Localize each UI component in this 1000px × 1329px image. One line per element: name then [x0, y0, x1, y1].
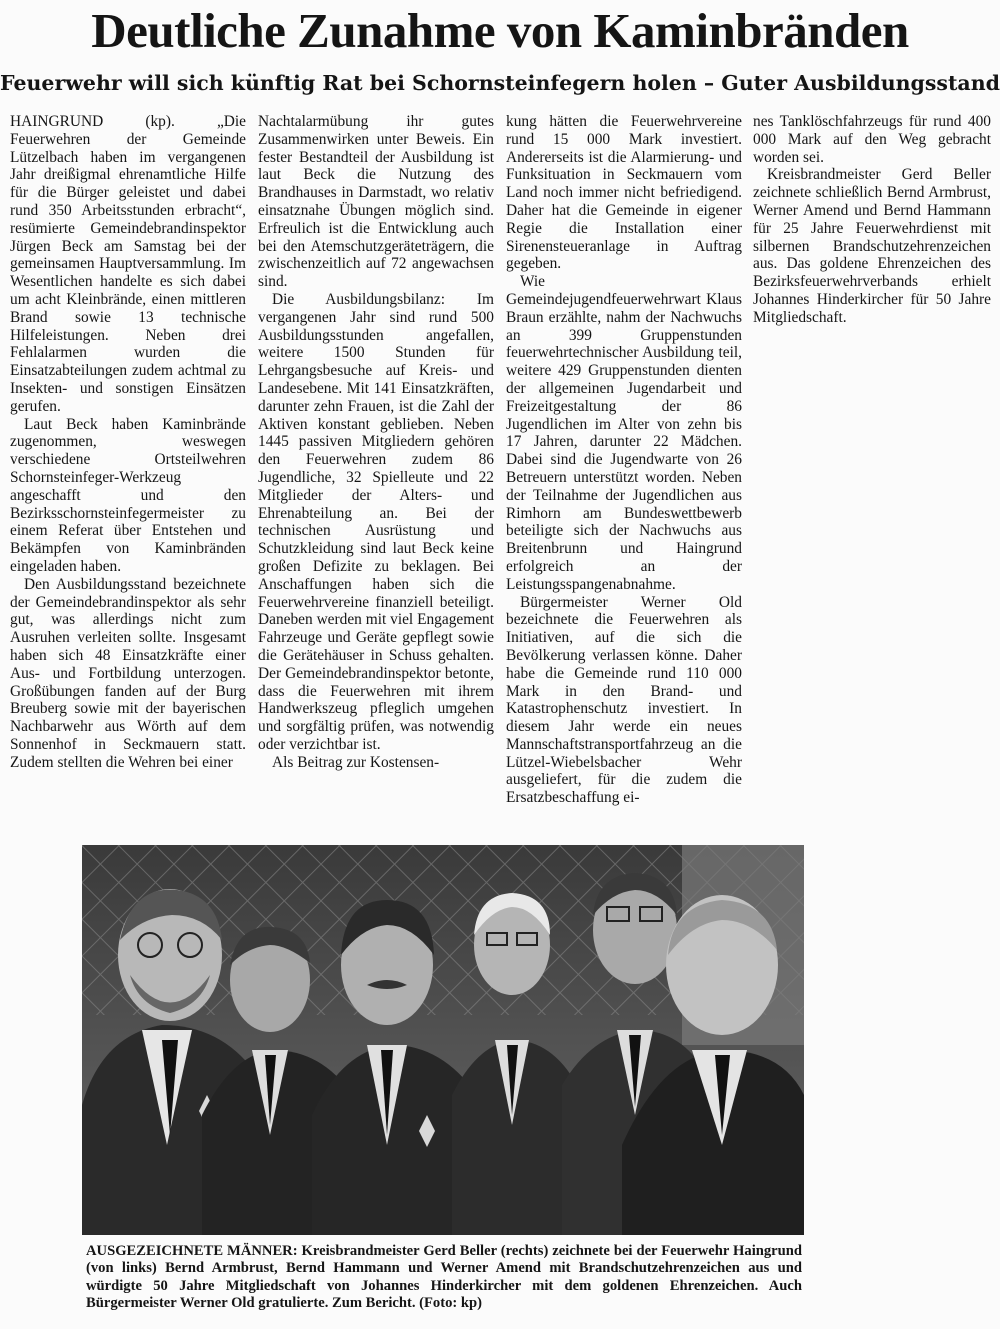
- paragraph: Den Ausbildungsstand bezeichnete der Gemeindebrandinspektor als sehr gut, was allerdings nicht zum Ausruhen verleiten sollte. Insgesamt haben sich 48 Einsatzkräfte einer Aus- und Fortbildung unterzogen. Großübungen fanden auf der Burg Breuberg sowie mit der bayerischen Nachbarwehr aus Wörth auf dem Sonnenhof in Seckmauern statt. Zudem stellten die Wehren bei einer: [10, 575, 246, 771]
- paragraph: Die Ausbildungsbilanz: Im vergangenen Jahr sind rund 500 Ausbildungsstunden angefallen, weitere 1500 Stunden für Lehrgangsbesuche auf Kreis- und Landesebene. Mit 141 Einsatzkräften, darunter zehn Frauen, ist die Zahl der Aktiven konstant geblieben. Neben 1445 passiven Mitgliedern gehören den Feuerwehren zudem 86 Jugendliche, 32 Spielleute und 22 Mitglieder der Alters- und Ehrenabteilung an. Bei der technischen Ausrüstung und Schutzkleidung sind laut Beck keine großen Defizite zu beklagen. Bei Anschaffungen haben sich die Feuerwehrvereine finanziell beteiligt. Daneben werden mit viel Engagement Fahrzeuge und Geräte gepflegt sowie die Gerätehäuser in Schuss gehalten. Der Gemeindebrandinspektor betonte, dass die Feuerwehren mit ihrem Handwerkszeug pfleglich umgehen und sorgfältig prüfen, was notwendig oder verzichtbar ist.: [258, 290, 494, 753]
- paragraph: Nachtalarmübung ihr gutes Zusammenwirken unter Beweis. Ein fester Bestandteil der Ausbildung ist laut Beck die Nutzung des Brandhauses in Darmstadt, wo relativ einsatznahe Übungen möglich sind. Erfreulich ist die Entwicklung auch bei den Atemschutzgeräteträgern, die zwischenzeitlich auf 72 angewachsen sind.: [258, 113, 494, 291]
- article-column-3: [506, 113, 742, 835]
- article-column-2: [258, 113, 494, 835]
- headline: Deutliche Zunahme von Kaminbränden: [91, 3, 909, 58]
- paragraph: Wie Gemeindejugendfeuerwehrwart Klaus Braun erzählte, nahm der Nachwuchs an 399 Gruppenstunden feuerwehrtechnischer Ausbildung teil, weitere 429 Gruppenstunden dienten der allgemeinen Jugendarbeit und Freizeitgestaltung der 86 Jugendlichen im Alter von zehn bis 17 Jahren, darunter 22 Mädchen. Dabei sind die Jugendwarte von 26 Betreuern unterstützt worden. Neben der Teilnahme der Jugendlichen aus Rimhorn am Bundeswettbewerb beteiligte sich der Nachwuchs aus Breitenbrunn und Haingrund erfolgreich an der Leistungsspangenabnahme.: [506, 273, 742, 593]
- group-photo-illustration: [82, 845, 804, 1235]
- article-column-4: [753, 113, 991, 345]
- group-photo: [82, 845, 804, 1235]
- paragraph: HAINGRUND (kp). „Die Feuerwehren der Gemeinde Lützelbach haben im vergangenen Jahr dreißigmal ehrenamtliche Hilfe für die Bürger geleistet und dabei rund 350 Arbeitsstunden erbracht“, resümierte Gemeindebrandinspektor Jürgen Beck am Samstag bei der gemeinsamen Hauptversammlung. Im Wesentlichen handelte es sich dabei um acht Kleinbrände, einen mittleren Brand sowie 13 technische Hilfeleistungen. Neben drei Fehlalarmen wurden die Einsatzabteilungen zudem achtmal zu Insekten- und sonstigen Einsätzen gerufen.: [10, 113, 246, 415]
- paragraph: Als Beitrag zur Kostensen-: [272, 753, 440, 771]
- article-column-1: [10, 113, 246, 835]
- subheadline: Feuerwehr will sich künftig Rat bei Schornsteinfegern holen – Guter Ausbildungsstand: [0, 71, 1000, 95]
- paragraph: Laut Beck haben Kaminbrände zugenommen, weswegen verschiedene Ortsteilwehren Schornsteinfeger-Werkzeug angeschafft und den Bezirksschornsteinfegermeister zu einem Referat über Entstehen und Bekämpfen von Kaminbränden eingeladen haben.: [10, 415, 246, 575]
- paragraph: kung hätten die Feuerwehrvereine rund 15 000 Mark investiert. Andererseits ist die Alarmierung- und Funksituation in Seckmauern vom Land noch immer nicht befriedigend. Daher hat die Gemeinde in eigener Regie die Installation einer Sirenensteueranlage in Auftrag gegeben.: [506, 113, 742, 273]
- photo-caption: AUSGEZEICHNETE MÄNNER: Kreisbrandmeister Gerd Beller (rechts) zeichnete bei der Feuerwehr Haingrund (von links) Bernd Armbrust, Bernd Hammann und Werner Amend mit Brandschutzehrenzeichen aus und würdigte 50 Jahre Mitgliedschaft von Johannes Hinderkircher mit dem goldenen Ehrenzeichen. Auch Bürgermeister Werner Old gratulierte. Zum Bericht. (Foto: kp): [86, 1243, 802, 1312]
- paragraph: Kreisbrandmeister Gerd Beller zeichnete schließlich Bernd Armbrust, Werner Amend und Bernd Hammann für 25 Jahre Feuerwehrdienst mit silbernen Brandschutzehrenzeichen aus. Das goldene Ehrenzeichen des Bezirksfeuerwehrverbands erhielt Johannes Hinderkircher für 50 Jahre Mitgliedschaft.: [753, 166, 991, 326]
- paragraph: Bürgermeister Werner Old bezeichnete die Feuerwehren als Initiativen, auf die sich die Bevölkerung verlassen könne. Daher habe die Gemeinde rund 110 000 Mark in den Brand- und Katastrophenschutz investiert. In diesem Jahr werde ein neues Mannschaftstransportfahrzeug an die Lützel-Wiebelsbacher Wehr ausgeliefert, für die zudem die Ersatzbeschaffung ei-: [506, 593, 742, 807]
- paragraph: nes Tanklöschfahrzeugs für rund 400 000 Mark auf den Weg gebracht worden sei.: [753, 113, 991, 166]
